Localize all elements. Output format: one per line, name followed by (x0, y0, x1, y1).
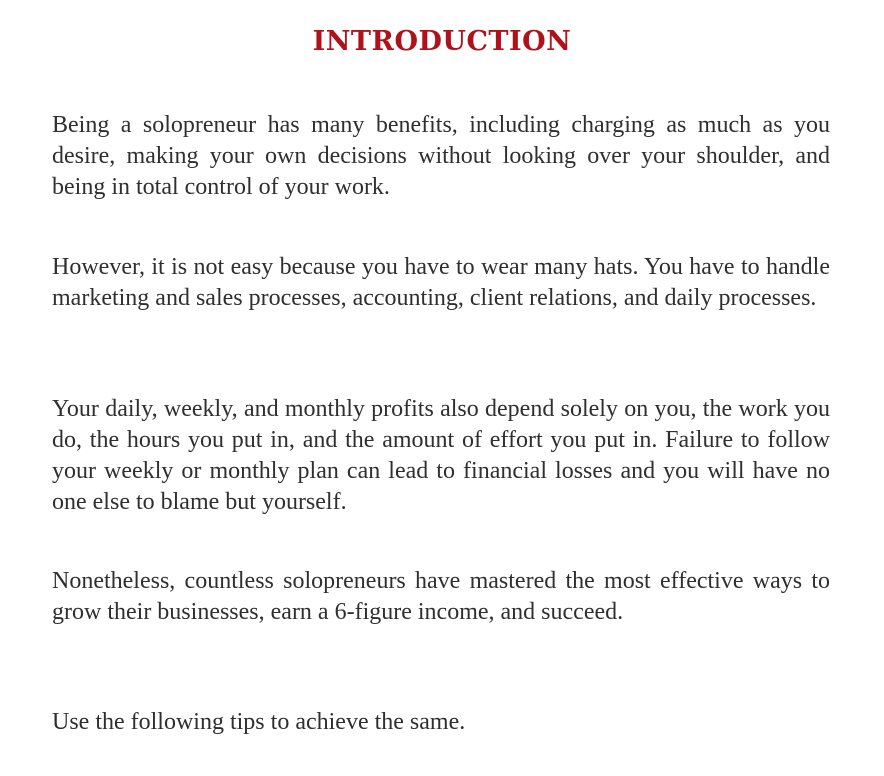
intro-paragraph-2: However, it is not easy because you have to wear many hats. You have to handle marketing and sales processes, accounting, client relations, and daily processes. (52, 254, 830, 311)
intro-paragraph-5: Use the following tips to achieve the same. (52, 709, 466, 735)
page-title: INTRODUCTION (312, 26, 572, 57)
intro-paragraph-1: Being a solopreneur has many benefits, including charging as much as you desire, making your own decisions without looking over your shoulder, and being in total control of your work. (52, 112, 830, 200)
intro-paragraph-3: Your daily, weekly, and monthly profits also depend solely on you, the work you do, the hours you put in, and the amount of effort you put in. Failure to follow your weekly or monthly plan can lead to financial losses and you will have no one else to blame but yourself. (52, 396, 830, 515)
intro-paragraph-4: Nonetheless, countless solopreneurs have mastered the most effective ways to grow their businesses, earn a 6-figure income, and succeed. (52, 568, 830, 625)
